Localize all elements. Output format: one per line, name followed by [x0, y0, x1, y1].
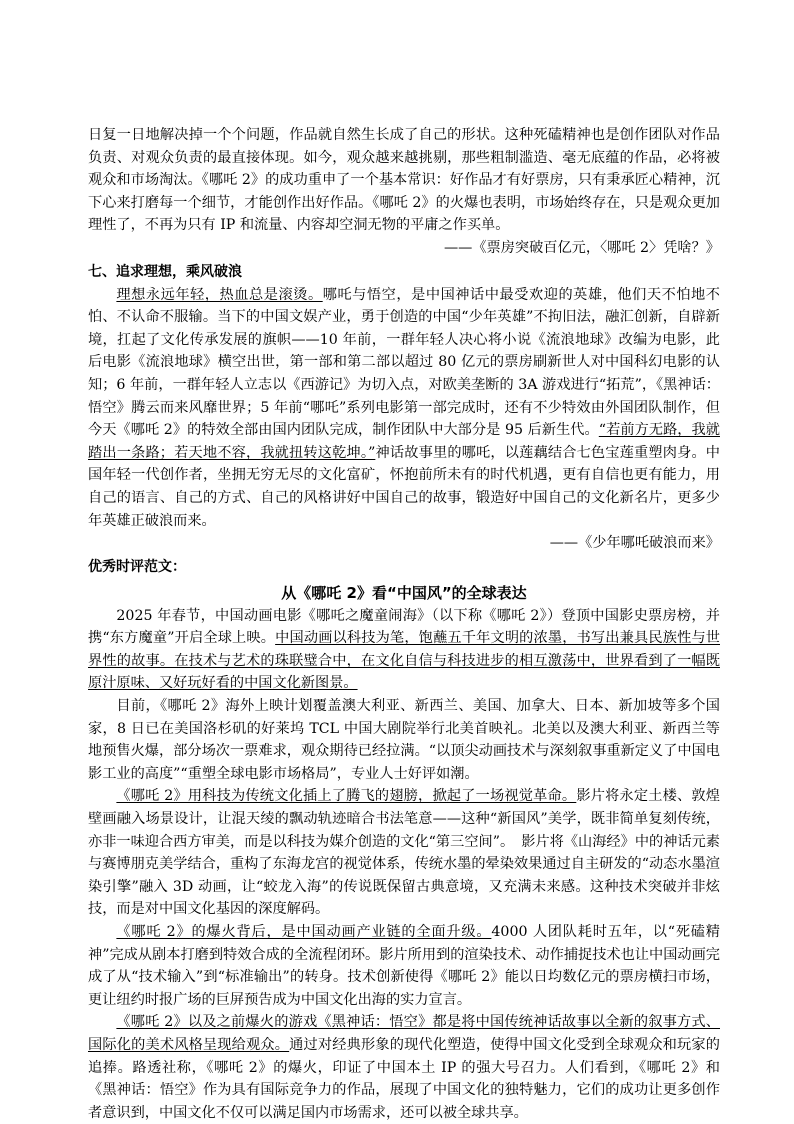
essay-paragraph-4	[88, 921, 720, 1011]
paragraph-text: 2025 年春节，中国动画电影《哪吒之魔童闹海》（以下称《哪吒 2》）登顶中国影史票房榜，并携“东方魔童”开启全球上映。	[88, 607, 720, 647]
essay-paragraph-3	[88, 785, 720, 921]
essay-paragraph-5	[88, 1011, 720, 1124]
essay-paragraph-1	[88, 605, 720, 695]
underlined-sentence: 《哪吒 2》以及之前爆火的游戏《黑神话：悟空》都是将中国传统神话故事以全新的叙事方式、国际化的美术风格呈现给观众。	[88, 1014, 720, 1053]
paragraph-text: 4000 人团队耗时五年，以“死磕精神”完成从剧本打磨到特效合成的全流程闭环。影片所用到的渲染技术、动作捕捉技术也让中国动画完成了从“技术输入”到“标准输出”的转身。技术创新使得《哪吒 2》能以日均数亿元的票房横扫市场，更让纽约时报广场的巨屏预告成为中国文化出海的实力宣言。	[88, 924, 720, 1008]
underlined-sentence: 《哪吒 2》的爆火背后，是中国动画产业链的全面升级。	[116, 924, 492, 940]
prev-section-source: ——《票房突破百亿元，〈哪吒 2〉凭啥？》	[443, 239, 720, 256]
section-7-heading: 七、追求理想，乘风破浪	[88, 263, 242, 280]
underlined-quote: “若前方无路，我就踏出一条路；若天地不容，我就扭转这乾坤。”	[88, 422, 720, 461]
paragraph-text: 神话故事里的哪吒，以莲藕结合七色宝莲重塑肉身。中国年轻一代创作者，坐拥无穷无尽的文化富矿，怀抱前所未有的时代机遇，更有自信也更有能力，用自己的语言、自己的方式、自己的风格讲好中国自己的故事，锻造好中国自己的文化新名片，更多少年英雄正破浪而来。	[88, 444, 720, 529]
essay-label: 优秀时评范文：	[88, 558, 186, 575]
essay-title: 从《哪吒 2》看“中国风”的全球表达	[281, 583, 527, 602]
paragraph-text: 影片将永定土楼、敦煌壁画融入场景设计，让混天绫的飘动轨迹暗合书法笔意——这种“新国风”美学，既非简单复刻传统，亦非一味迎合西方审美，而是以科技为媒介创造的文化“第三空间”。 影片将《山海经》中的神话元素与赛博朋克美学结合，重构了东海龙宫的视觉体系，传统水墨的晕染效果通过自主研发的“动态水墨渲染引擎”融入 3D 动画，让“蛟龙入海”的传说既保留古典意境，又充满未来感。这种技术突破并非炫技，而是对中国文化基因的深度解码。	[88, 788, 720, 918]
prev-section-paragraph: 日复一日地解决掉一个个问题，作品就自然生长成了自己的形状。这种死磕精神也是创作团队对作品负责、对观众负责的最直接体现。如今，观众越来越挑剔，那些粗制滥造、毫无底蕴的作品，必将被观众和市场淘汰。《哪吒 2》的成功重申了一个基本常识：好作品才有好票房，只有秉承匠心精神，沉下心来打磨每一个细节，才能创作出好作品。《哪吒 2》的火爆也表明，市场始终存在，只是观众更加理性了，不再为只有 IP 和流量、内容却空洞无物的平庸之作买单。	[88, 127, 720, 234]
document-page	[88, 124, 720, 1124]
essay-paragraph-2: 目前，《哪吒 2》海外上映计划覆盖澳大利亚、新西兰、美国、加拿大、日本、新加坡等多个国家，8 日已在美国洛杉矶的好莱坞 TCL 中国大剧院举行北美首映礼。北美以及澳大利亚、新西兰等地预售火爆，部分场次一票难求，观众期待已经拉满。“以顶尖动画技术与深刻叙事重新定义了中国电影工业的高度”“重塑全球电影市场格局”，专业人士好评如潮。	[88, 698, 720, 782]
underlined-quote: 理想永远年轻，热血总是滚烫。	[116, 286, 323, 303]
section-7-paragraph	[88, 284, 720, 533]
section-7-source: ——《少年哪吒破浪而来》	[549, 535, 720, 552]
paragraph-text: 哪吒与悟空，是中国神话中最受欢迎的英雄，他们天不怕地不怕、不认命不服输。当下的中国文娱产业，勇于创造的中国“少年英雄”不拘旧法，融汇创新，自辟新境，扛起了文化传承发展的旗帜——10 年前，一群年轻人决心将小说《流浪地球》改编为电影，此后电影《流浪地球》横空出世，第一部和第二部以超过 80 亿元的票房刷新世人对中国科幻电影的认知；6 年前，一群年轻人立志以《西游记》为切入点，对欧美垄断的 3A 游戏进行“拓荒”，《黑神话：悟空》腾云而来风靡世界；5 年前“哪吒”系列电影第一部完成时，还有不少特效由外国团队制作，但今天《哪吒 2》的特效全部由国内团队完成，制作团队中大部分是 95 后新生代。	[88, 286, 720, 439]
underlined-sentence: 《哪吒 2》用科技为传统文化插上了腾飞的翅膀，掀起了一场视觉革命。	[116, 788, 577, 805]
underlined-sentence: 中国动画以科技为笔，饱蘸五千年文明的浓墨，书写出兼具民族性与世界性的故事。在技术与艺术的珠联璧合中，在文化自信与科技进步的相互激荡中，世界看到了一幅既原汁原味、又好玩好看的中国文化新图景。	[88, 630, 720, 692]
paragraph-text: 通过对经典形象的现代化塑造，使得中国文化受到全球观众和玩家的追捧。路透社称，《哪吒 2》的爆火，印证了中国本土 IP 的强大号召力。人们看到，《哪吒 2》和《黑神话：悟空》作为具有国际竞争力的作品，展现了中国文化的独特魅力，它们的成功让更多创作者意识到，中国文化不仅可以满足国内市场需求，还可以被全球共享。	[88, 1036, 720, 1121]
